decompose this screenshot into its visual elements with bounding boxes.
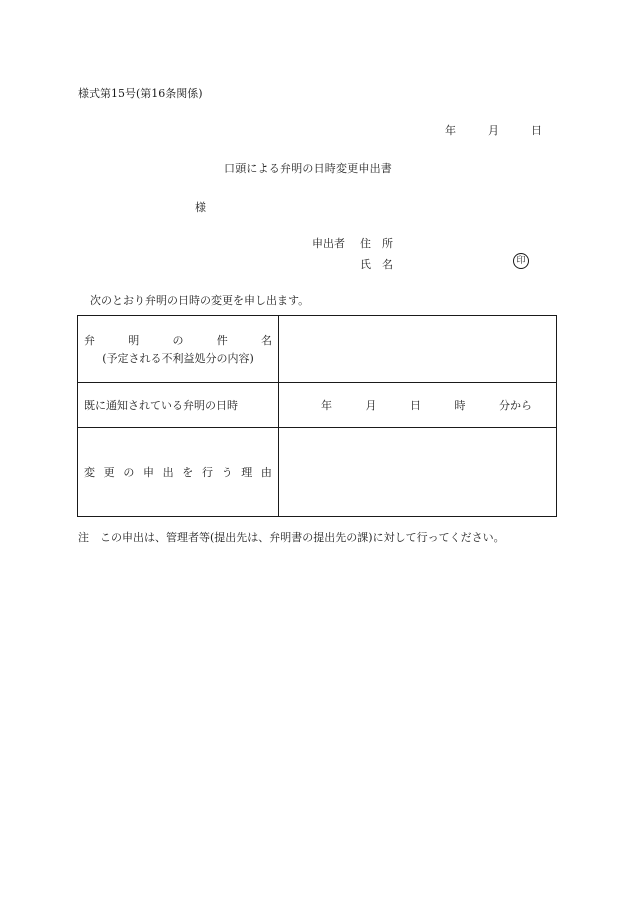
name-label: 氏 名 xyxy=(360,258,393,271)
label-char: 変 xyxy=(84,466,95,479)
table-row xyxy=(78,316,557,383)
application-table xyxy=(77,315,557,517)
label-char: 弁 xyxy=(84,334,95,347)
label-char: の xyxy=(123,466,135,479)
case-name-label xyxy=(84,332,272,348)
label-char: を xyxy=(182,466,194,479)
label-char: 件 xyxy=(216,334,228,347)
date-month-label: 月 xyxy=(488,124,499,137)
label-char: 理 xyxy=(241,466,253,479)
case-name-label-cell xyxy=(78,316,279,383)
year-unit: 年 xyxy=(321,399,332,412)
table-row xyxy=(78,383,557,428)
addressee-suffix: 様 xyxy=(195,201,206,214)
document-title: 口頭による弁明の日時変更申出書 xyxy=(224,162,392,175)
lead-text: 次のとおり弁明の日時の変更を申し出ます。 xyxy=(90,294,310,307)
month-unit: 月 xyxy=(365,399,377,412)
change-reason-field[interactable] xyxy=(279,428,557,517)
notified-datetime-field[interactable] xyxy=(279,383,557,428)
label-char: 由 xyxy=(260,466,272,479)
change-reason-label xyxy=(84,464,272,480)
address-label: 住 所 xyxy=(360,237,393,250)
seal-mark: 印 xyxy=(513,253,529,269)
label-char: の xyxy=(172,334,184,347)
date-line xyxy=(445,122,542,138)
label-char: 申 xyxy=(142,466,154,479)
label-char: 行 xyxy=(201,466,213,479)
minute-unit: 分から xyxy=(499,399,532,412)
label-char: 名 xyxy=(261,334,272,347)
case-name-sublabel: (予定される不利益処分の内容) xyxy=(102,352,254,365)
label-char: 出 xyxy=(162,466,174,479)
applicant-label: 申出者 xyxy=(312,237,345,250)
footnote: 注 この申出は、管理者等(提出先は、弁明書の提出先の課)に対して行ってください。 xyxy=(78,531,505,544)
label-char: 明 xyxy=(128,334,140,347)
date-year-label: 年 xyxy=(445,124,456,137)
table-row xyxy=(78,428,557,517)
label-char: 更 xyxy=(103,466,115,479)
date-day-label: 日 xyxy=(531,124,542,137)
datetime-units xyxy=(279,397,556,413)
case-name-field[interactable] xyxy=(279,316,557,383)
hour-unit: 時 xyxy=(454,399,466,412)
label-char: う xyxy=(221,466,233,479)
day-unit: 日 xyxy=(410,399,421,412)
form-number: 様式第15号(第16条関係) xyxy=(78,87,203,100)
change-reason-label-cell xyxy=(78,428,279,517)
notified-datetime-label: 既に通知されている弁明の日時 xyxy=(78,383,279,428)
